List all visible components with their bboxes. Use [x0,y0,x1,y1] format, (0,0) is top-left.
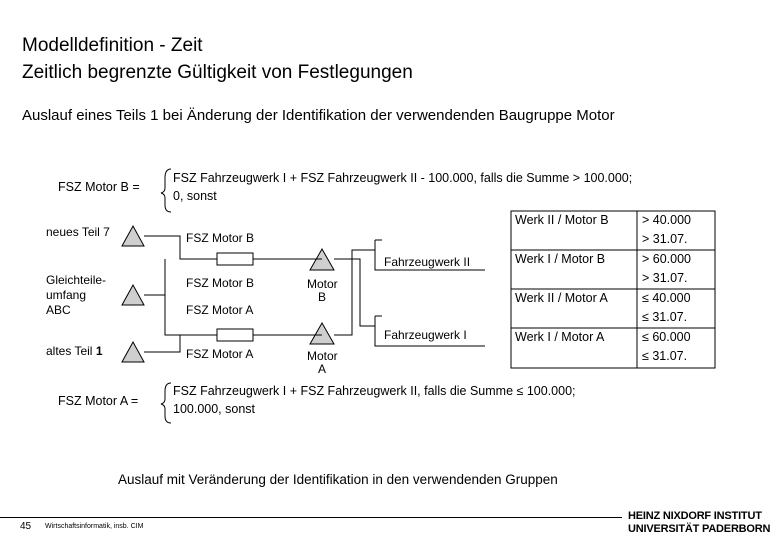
qty-box-motor-b [217,253,253,265]
table-row-label: Werk II / Motor B [515,213,609,227]
motor-b-label-2: B [317,290,326,304]
table-row-value-2: ≤ 31.07. [642,349,688,363]
formula-motor-a-line1: FSZ Fahrzeugwerk I + FSZ Fahrzeugwerk II, falls die Summe ≤ 100.000; [173,384,576,398]
table-row-value-1: ≤ 40.000 [642,291,691,305]
gleichteile-triangle [122,285,144,305]
table-row-value-2: > 31.07. [642,271,688,285]
footer-divider [0,517,622,518]
slide-subtitle-heading: Zeitlich begrenzte Gültigkeit von Festlegungen [22,62,413,83]
table-row-value-1: ≤ 60.000 [642,330,691,344]
motor-a-label-2: A [317,362,326,376]
fsz-motor-a-label-2: FSZ Motor A [186,347,254,361]
part-1-triangle [122,342,144,362]
slide-title: Modelldefinition - Zeit [22,35,203,56]
table-row-label: Werk I / Motor B [515,252,606,266]
part-7-triangle [122,226,144,246]
slide-description: Auslauf eines Teils 1 bei Änderung der Identifikation der verwendenden Baugruppe Motor [22,107,615,124]
diagram-caption: Auslauf mit Veränderung der Identifikation in den verwendenden Gruppen [118,472,558,487]
table-row-label: Werk II / Motor A [515,291,608,305]
table-row-value-1: > 60.000 [642,252,692,266]
gleichteile-label-2: umfang [46,288,87,302]
formula-motor-a-label: FSZ Motor A = [58,394,139,408]
fsz-motor-b-label-2: FSZ Motor B [186,276,255,290]
institute-logo-line1: HEINZ NIXDORF INSTITUT [628,510,762,522]
table-row-value-2: > 31.07. [642,232,688,246]
footer-department: Wirtschaftsinformatik, insb. CIM [45,523,144,530]
table-row-label: Werk I / Motor A [515,330,605,344]
fsz-motor-a-label-1: FSZ Motor A [186,303,254,317]
page-number: 45 [20,521,32,532]
motor-b-label-1: Motor [307,277,338,291]
formula-motor-b-line1: FSZ Fahrzeugwerk I + FSZ Fahrzeugwerk II - 100.000, falls die Summe > 100.000; [173,171,633,185]
motor-a-label-1: Motor [307,349,338,363]
table-row-value-1: > 40.000 [642,213,692,227]
formula-motor-b-label: FSZ Motor B = [58,180,140,194]
formula-brace-a [161,383,171,423]
gleichteile-label-3: ABC [46,303,71,317]
formula-brace-b [161,169,171,212]
formula-motor-b-line2: 0, sonst [173,189,217,203]
motor-a-triangle [310,323,334,344]
institute-logo-line2: UNIVERSITÄT PADERBORN [628,523,771,535]
neues-teil-label: neues Teil 7 [46,225,110,239]
qty-box-motor-a [217,329,253,341]
altes-teil-label: altes Teil 1 [46,344,103,358]
table-row-value-2: ≤ 31.07. [642,310,688,324]
fsz-motor-b-label-1: FSZ Motor B [186,231,255,245]
gleichteile-label-1: Gleichteile- [46,273,107,287]
fahrzeugwerk-i-label: Fahrzeugwerk I [384,328,467,342]
formula-motor-a-line2: 100.000, sonst [173,402,256,416]
fahrzeugwerk-ii-label: Fahrzeugwerk II [384,255,471,269]
